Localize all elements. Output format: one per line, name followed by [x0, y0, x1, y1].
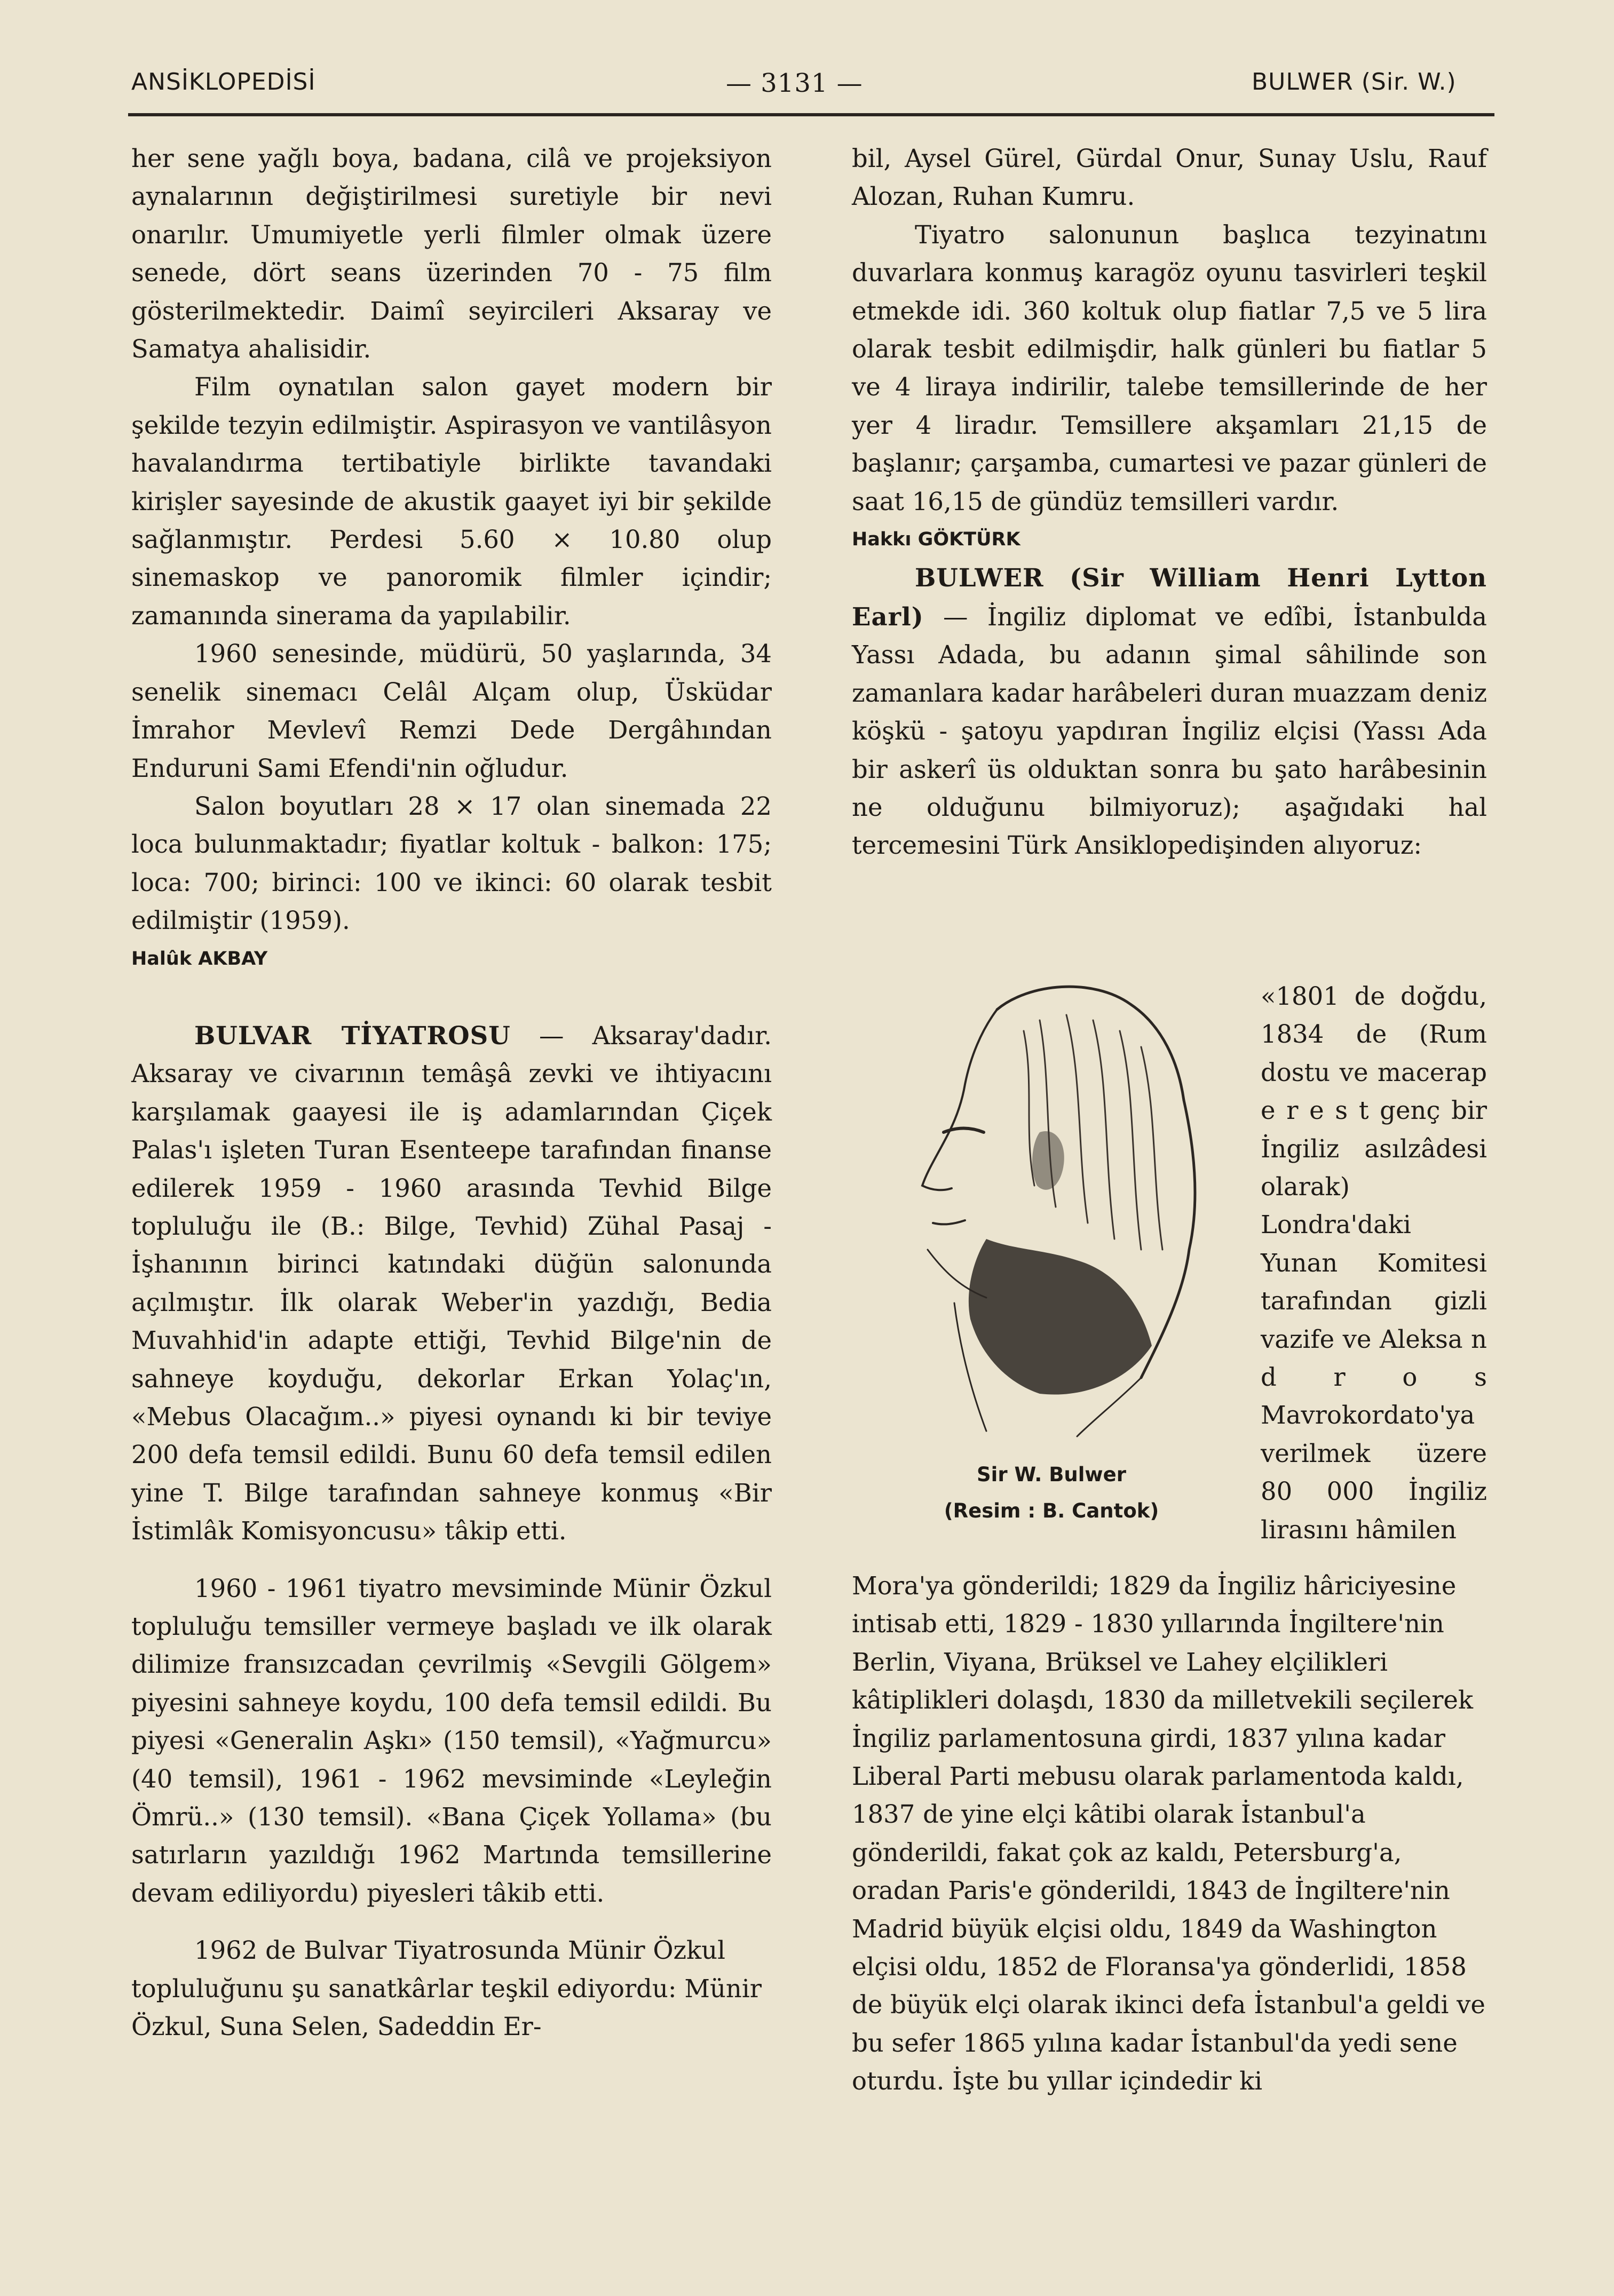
header-rule	[128, 113, 1494, 116]
entry-text: — İngiliz diplomat ve edîbi, İstanbulda Yassı Adada, bu adanın şimal sâhilinde son zamanlara kadar harâbeleri duran muazzam deniz köşkü - şatoyu yapdıran İngiliz elçisi (Yassı Ada bir askerî üs olduktan sonra bu şato harâbesinin ne olduğunu bilmiyoruz); aşağıdaki hal tercemesini Türk Ansiklopedişinden alıyoruz:	[852, 602, 1487, 860]
entry-title: BULWER (Sir William Henri Lytton Earl)	[852, 563, 1487, 631]
entry-title: BULVAR TİYATROSU	[194, 1020, 511, 1050]
paragraph: bil, Aysel Gürel, Gürdal Onur, Sunay Uslu, Rauf Alozan, Ruhan Kumru.	[852, 144, 1487, 211]
right-column-top	[852, 140, 1487, 865]
mouth	[933, 1220, 965, 1224]
portrait-sketch	[864, 972, 1227, 1447]
entry-paragraph	[131, 1016, 772, 1551]
head-back	[1141, 1100, 1195, 1378]
paragraph: 1960 senesinde, müdürü, 50 yaşlarında, 34 senelik sinemacı Celâl Alçam olup, Üsküdar İmrahor Mevlevî Remzi Dede Dergâhından Enduruni Sami Efendi'nin oğludur.	[131, 639, 772, 783]
paragraph: Mora'ya gönderildi; 1829 da İngiliz hâriciyesine intisab etti, 1829 - 1830 yıllarında İngiltere'nin Berlin, Viyana, Brüksel ve Lahey elçilikleri kâtiplikleri dolaşdı, 1830 da milletvekili seçilerek İngiliz parlamentosuna girdi, 1837 yılına kadar Liberal Parti mebusu olarak parlamentoda kaldı, 1837 de yine elçi kâtibi olarak İstanbul'a gönderildi, fakat çok az kaldı, Petersburg'a, oradan Paris'e gönderildi, 1843 de İngiltere'nin Madrid büyük elçisi oldu, 1849 da Washington elçisi oldu, 1852 de Floransa'ya gönderlidi, 1858 de büyük elçi olarak ikinci defa İstanbul'a geldi ve bu sefer 1865 yılına kadar İstanbul'da yedi sene oturdu. İşte bu yıllar içindedir ki	[852, 1571, 1485, 2096]
figure-caption-name: Sir W. Bulwer	[977, 1463, 1126, 1486]
header-left: ANSİKLOPEDİSİ	[131, 68, 316, 96]
header-right: BULWER (Sir. W.)	[1252, 68, 1457, 96]
paragraph: her sene yağlı boya, badana, cilâ ve projeksiyon aynalarının değiştirilmesi suretiyle bir nevi onarılır. Umumiyetle yerli filmler olmak üzere senede, dört seans üzerinden 70 - 75 film gösterilmektedir. Daimî seyircileri Aksaray ve Samatya ahalisidir.	[131, 144, 772, 364]
forehead	[949, 1010, 997, 1132]
left-column	[131, 140, 772, 2046]
page-number: — 3131 —	[726, 68, 863, 98]
paragraph: Tiyatro salonunun başlıca tezyinatını duvarlara konmuş karagöz oyunu tasvirleri teşkil etmekde idi. 360 koltuk olup fiatlar 7,5 ve 5 lira olarak tesbit edilmişdir, halk günleri bu fiatlar 5 ve 4 liraya indirilir, talebe temsillerinde de her yer 4 liradır. Temsillere akşamları 21,15 de başlanır; çarşamba, cumartesi ve pazar günleri de saat 16,15 de gündüz temsilleri vardır.	[852, 220, 1487, 516]
paragraph: 1962 de Bulvar Tiyatrosunda Münir Özkul topluluğunu şu sanatkârlar teşkil ediyordu: Münir Özkul, Suna Selen, Sadeddin Er-	[131, 1936, 762, 2041]
figure-caption-credit: (Resim : B. Cantok)	[944, 1499, 1159, 1522]
paragraph: Salon boyutları 28 × 17 olan sinemada 22 loca bulunmaktadır; fiyatlar koltuk - balkon: 175; loca: 700; birinci: 100 ve ikinci: 60 olarak tesbit edilmiştir (1959).	[131, 791, 772, 935]
ear-shading	[1032, 1131, 1064, 1190]
paragraph: Film oynatılan salon gayet modern bir şekilde tezyin edilmiştir. Aspirasyon ve vantilâsyon havalandırma tertibatiyle birlikte tavandaki kirişler sayesinde de akustik gaayet iyi bir şekilde sağlanmıştır. Perdesi 5.60 × 10.80 olup sinemaskop ve panoromik filmler içindir; zamanında sinerama da yapılabilir.	[131, 372, 772, 630]
entry-text: — Aksaray'dadır. Aksaray ve civarının temâşâ zevki ve ihtiyacını karşılamak gaayesi ile iş adamlarından Çiçek Palas'ı işleten Turan Esenteepe tarafından finanse edilerek 1959 - 1960 arasında Tevhid Bilge topluluğu ile (B.: Bilge, Tevhid) Zühal Pasaj - İşhanının birinci katındaki düğün salonunda açılmıştır. İlk olarak Weber'in yazdığı, Bedia Muvahhid'in adapte ettiği, Tevhid Bilge'nin de sahneye koyduğu, dekorlar Erkan Yolaç'ın, «Mebus Olacağım..» piyesi oynandı ki bir teviye 200 defa temsil edildi. Bunu 60 defa temsil edilen yine T. Bilge tarafından sahneye konmuş «Bir İstimlâk Komisyoncusu» tâkip etti.	[131, 1021, 772, 1546]
paragraph: «1801 de doğdu, 1834 de (Rum dostu ve macerap e r e s t genç bir İngiliz asılzâdesi olarak) Londra'daki Yunan Komitesi tarafından gizli vazife ve Aleksa n d r o s Mavrokordato'ya verilmek üzere 80 000 İngiliz lirasını hâmilen	[1261, 982, 1487, 1544]
author-signature: Halûk AKBAY	[131, 948, 268, 970]
right-column-bottom	[852, 1567, 1487, 2101]
entry-paragraph	[852, 559, 1487, 864]
paragraph: 1960 - 1961 tiyatro mevsiminde Münir Özkul topluluğu temsiller vermeye başladı ve ilk olarak dilimize fransızcadan çevrilmiş «Sevgili Gölgem» piyesini sahneye koydu, 100 defa temsil edildi. Bu piyesi «Generalin Aşkı» (150 temsil), «Yağmurcu» (40 temsil), 1961 - 1962 mevsiminde «Leyleğin Ömrü..» (130 temsil). «Bana Çiçek Yollama» (bu satırların yazıldığı 1962 Martında temsillerine devam ediliyordu) piyesleri tâkib etti.	[131, 1574, 772, 1908]
spacer	[131, 1912, 772, 1932]
spacer	[131, 1551, 772, 1570]
hair-outline	[997, 987, 1184, 1100]
spacer	[131, 978, 772, 1016]
beard-shading	[969, 1239, 1152, 1395]
right-column-side	[1261, 978, 1487, 1549]
nose	[922, 1132, 952, 1190]
author-signature: Hakkı GÖKTÜRK	[852, 529, 1020, 551]
